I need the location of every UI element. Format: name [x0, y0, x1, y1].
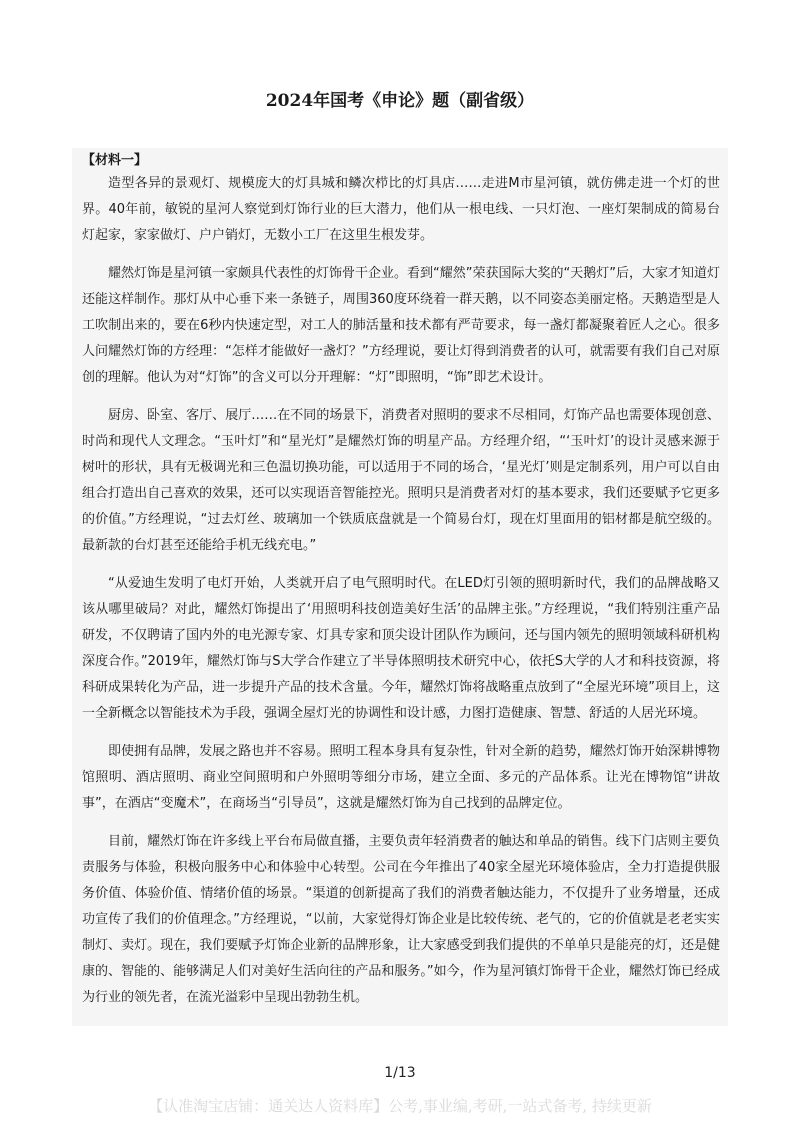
paragraph-3: 厨房、卧室、客厅、展厅……在不同的场景下，消费者对照明的要求不尽相同，灯饰产品也需要体现创意、时尚和现代人文理念。“玉叶灯”和“星光灯”是耀然灯饰的明星产品。方经理介绍，“‘玉叶灯’的设计灵感来源于树叶的形状，具有无极调光和三色温切换功能，可以适用于不同的场合，‘星光灯’则是定制系列，用户可以自由组合打造出自己喜欢的效果，还可以实现语音智能控光。照明只是消费者对灯的基本要求，我们还要赋予它更多的价值。”方经理说，“过去灯丝、玻璃加一个铁质底盘就是一个简易台灯，现在灯里面用的铝材都是航空级的。最新款的台灯甚至还能给手机无线充电。” — [82, 408, 720, 553]
paragraph-6: 目前，耀然灯饰在许多线上平台布局做直播，主要负责年轻消费者的触达和单品的销售。线下门店则主要负责服务与体验，积极向服务中心和体验中心转型。公司在今年推出了40家全屋光环境体验店，全力打造提供服务价值、体验价值、情绪价值的场景。“渠道的创新提高了我们的消费者触达能力，不仅提升了业务增量，还成功宣传了我们的价值理念。”方经理说，“以前，大家觉得灯饰企业是比较传统、老气的，它的价值就是老老实实制灯、卖灯。现在，我们要赋予灯饰企业新的品牌形象，让大家感受到我们提供的不单单只是能亮的灯，还是健康的、智能的、能够满足人们对美好生活向往的产品和服务。”如今，作为星河镇灯饰骨干企业，耀然灯饰已经成为行业的领先者，在流光溢彩中呈现出勃勃生机。 — [82, 834, 720, 1005]
document-title: 2024年国考《申论》题（副省级） — [265, 91, 535, 111]
footer-watermark: 【认准淘宝店铺：通关达人资料库】公考,事业编,考研,一站式备考, 持续更新 — [148, 1097, 652, 1115]
paragraph-4: “从爱迪生发明了电灯开始，人类就开启了电气照明时代。在LED灯引领的照明新时代，我们的品牌战略又该从哪里破局？对此，耀然灯饰提出了‘用照明科技创造美好生活’的品牌主张。”方经理说，“我们特别注重产品研发，不仅聘请了国内外的电光源专家、灯具专家和顶尖设计团队作为顾问，还与国内领先的照明领域科研机构深度合作。”2019年，耀然灯饰与S大学合作建立了半导体照明技术研究中心，依托S大学的人才和科技资源，将科研成果转化为产品，进一步提升产品的技术含量。今年，耀然灯饰将战略重点放到了“全屋光环境”项目上，这一全新概念以智能技术为手段，强调全屋灯光的协调性和设计感，力图打造健康、智慧、舒适的人居光环境。 — [82, 576, 720, 721]
page-number: 1/13 — [384, 1065, 416, 1081]
material-content — [72, 148, 728, 1026]
paragraph-1: 造型各异的景观灯、规模庞大的灯具城和鳞次栉比的灯具店……走进M市星河镇，就仿佛走进一个灯的世界。40年前，敏锐的星河人察觉到灯饰行业的巨大潜力，他们从一根电线、一只灯泡、一座灯架制成的简易台灯起家，家家做灯、户户销灯，无数小工厂在这里生根发芽。 — [82, 176, 720, 243]
section-label: 【材料一】 — [82, 153, 148, 168]
paragraph-5: 即使拥有品牌，发展之路也并不容易。照明工程本身具有复杂性，针对全新的趋势，耀然灯饰开始深耕博物馆照明、酒店照明、商业空间照明和户外照明等细分市场，建立全面、多元的产品体系。让光在博物馆“讲故事”，在酒店“变魔术”，在商场当“引导员”，这就是耀然灯饰为自己找到的品牌定位。 — [82, 744, 720, 811]
paragraph-2: 耀然灯饰是星河镇一家颇具代表性的灯饰骨干企业。看到“耀然”荣获国际大奖的“天鹅灯”后，大家才知道灯还能这样制作。那灯从中心垂下来一条链子，周围360度环绕着一群天鹅，以不同姿态美丽定格。天鹅造型是人工吹制出来的，要在6秒内快速定型，对工人的肺活量和技术都有严苛要求，每一盏灯都凝聚着匠人之心。很多人问耀然灯饰的方经理：“怎样才能做好一盏灯？”方经理说，要让灯得到消费者的认可，就需要有我们自己对原创的理解。他认为对“灯饰”的含义可以分开理解：“灯”即照明，“饰”即艺术设计。 — [82, 266, 720, 385]
